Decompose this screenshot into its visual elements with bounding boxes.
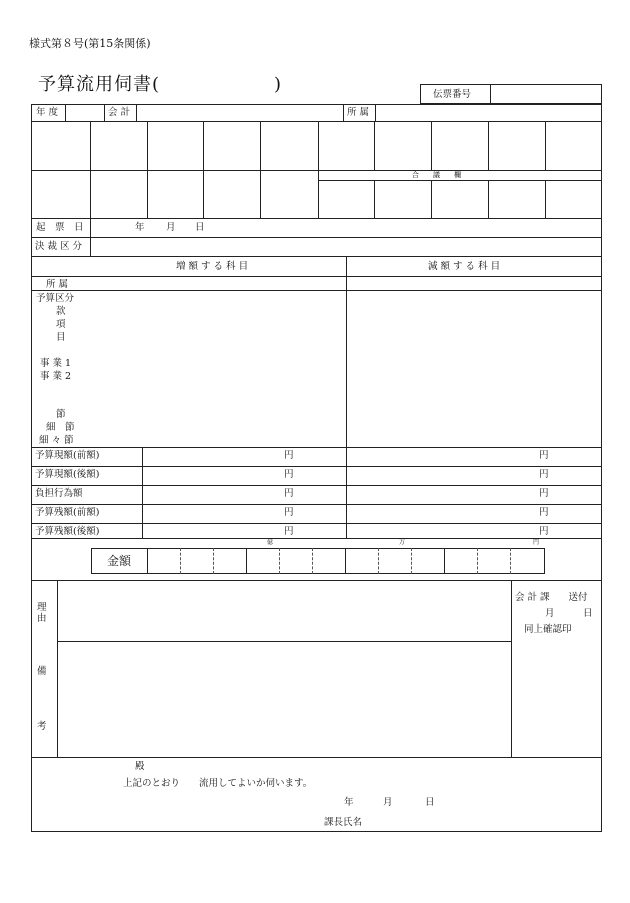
remarks-label: 考 — [37, 721, 47, 732]
unit-en: 円 — [533, 539, 540, 546]
amount-row-label: 予算残額(後額) — [35, 526, 100, 537]
section-chief-label: 課長氏名 — [324, 817, 363, 828]
amount-row-label: 負担行為額 — [35, 488, 83, 499]
yen-unit: 円 — [284, 469, 294, 480]
form-number: 様式第８号(第15条関係) — [29, 37, 151, 50]
amount-row-label: 予算残額(前額) — [35, 507, 100, 518]
account-label: 会 計 — [108, 107, 131, 118]
document-title: 予算流用伺書( ) — [38, 74, 283, 95]
fiscal-year-label: 年 度 — [36, 107, 59, 118]
amount-row-label: 予算現額(後額) — [35, 469, 100, 480]
draft-date-month: 月 — [166, 222, 176, 233]
unit-man: 万 — [399, 539, 406, 546]
increase-department-label: 所 属 — [46, 279, 69, 290]
yen-unit: 円 — [539, 526, 549, 537]
unit-oku: 億 — [267, 539, 274, 546]
kan-label: 款 — [56, 306, 66, 317]
saisaisetsu-label: 細 々 節 — [39, 435, 74, 446]
increase-header: 増 額 す る 科 目 — [176, 261, 249, 272]
yen-unit: 円 — [539, 469, 549, 480]
yen-unit: 円 — [539, 507, 549, 518]
dono-label: 殿 — [135, 761, 145, 772]
yen-unit: 円 — [539, 450, 549, 461]
yen-unit: 円 — [284, 507, 294, 518]
reason-label: 理 由 — [37, 602, 47, 625]
draft-date-year: 年 — [135, 222, 145, 233]
kou-label: 項 — [56, 319, 66, 330]
yen-unit: 円 — [284, 526, 294, 537]
budget-category-label: 予算区分 — [36, 293, 75, 304]
draft-date-day: 日 — [195, 222, 205, 233]
footer-day: 日 — [425, 797, 435, 808]
footer-month: 月 — [383, 797, 393, 808]
draft-date-label: 起 票 日 — [36, 222, 84, 233]
project2-label: 事 業 2 — [40, 371, 72, 382]
footer-year: 年 — [344, 797, 354, 808]
yen-unit: 円 — [284, 488, 294, 499]
accounting-send-label: 会 計 課 送付 — [515, 592, 588, 603]
yen-unit: 円 — [284, 450, 294, 461]
amount-row-label: 予算現額(前額) — [35, 450, 100, 461]
accounting-date-label: 月 日 — [545, 608, 593, 619]
setsu-label: 節 — [56, 409, 66, 420]
amount-label: 金額 — [107, 554, 132, 568]
remarks-label: 備 — [37, 666, 47, 677]
moku-label: 目 — [56, 332, 66, 343]
request-text: 上記のとおり 流用してよいか伺います。 — [123, 778, 313, 789]
accounting-confirm-label: 同上確認印 — [524, 624, 572, 635]
approval-category-label: 決 裁 区 分 — [35, 241, 83, 252]
form-frame — [31, 104, 602, 832]
department-label: 所 属 — [347, 107, 370, 118]
yen-unit: 円 — [539, 488, 549, 499]
decrease-header: 減 額 す る 科 目 — [428, 261, 501, 272]
saisetsu-label: 細 節 — [46, 422, 75, 433]
voucher-number-label: 伝票番号 — [433, 89, 472, 100]
project1-label: 事 業 1 — [40, 358, 72, 369]
approval-column-label: 合 議 欄 — [412, 171, 461, 179]
